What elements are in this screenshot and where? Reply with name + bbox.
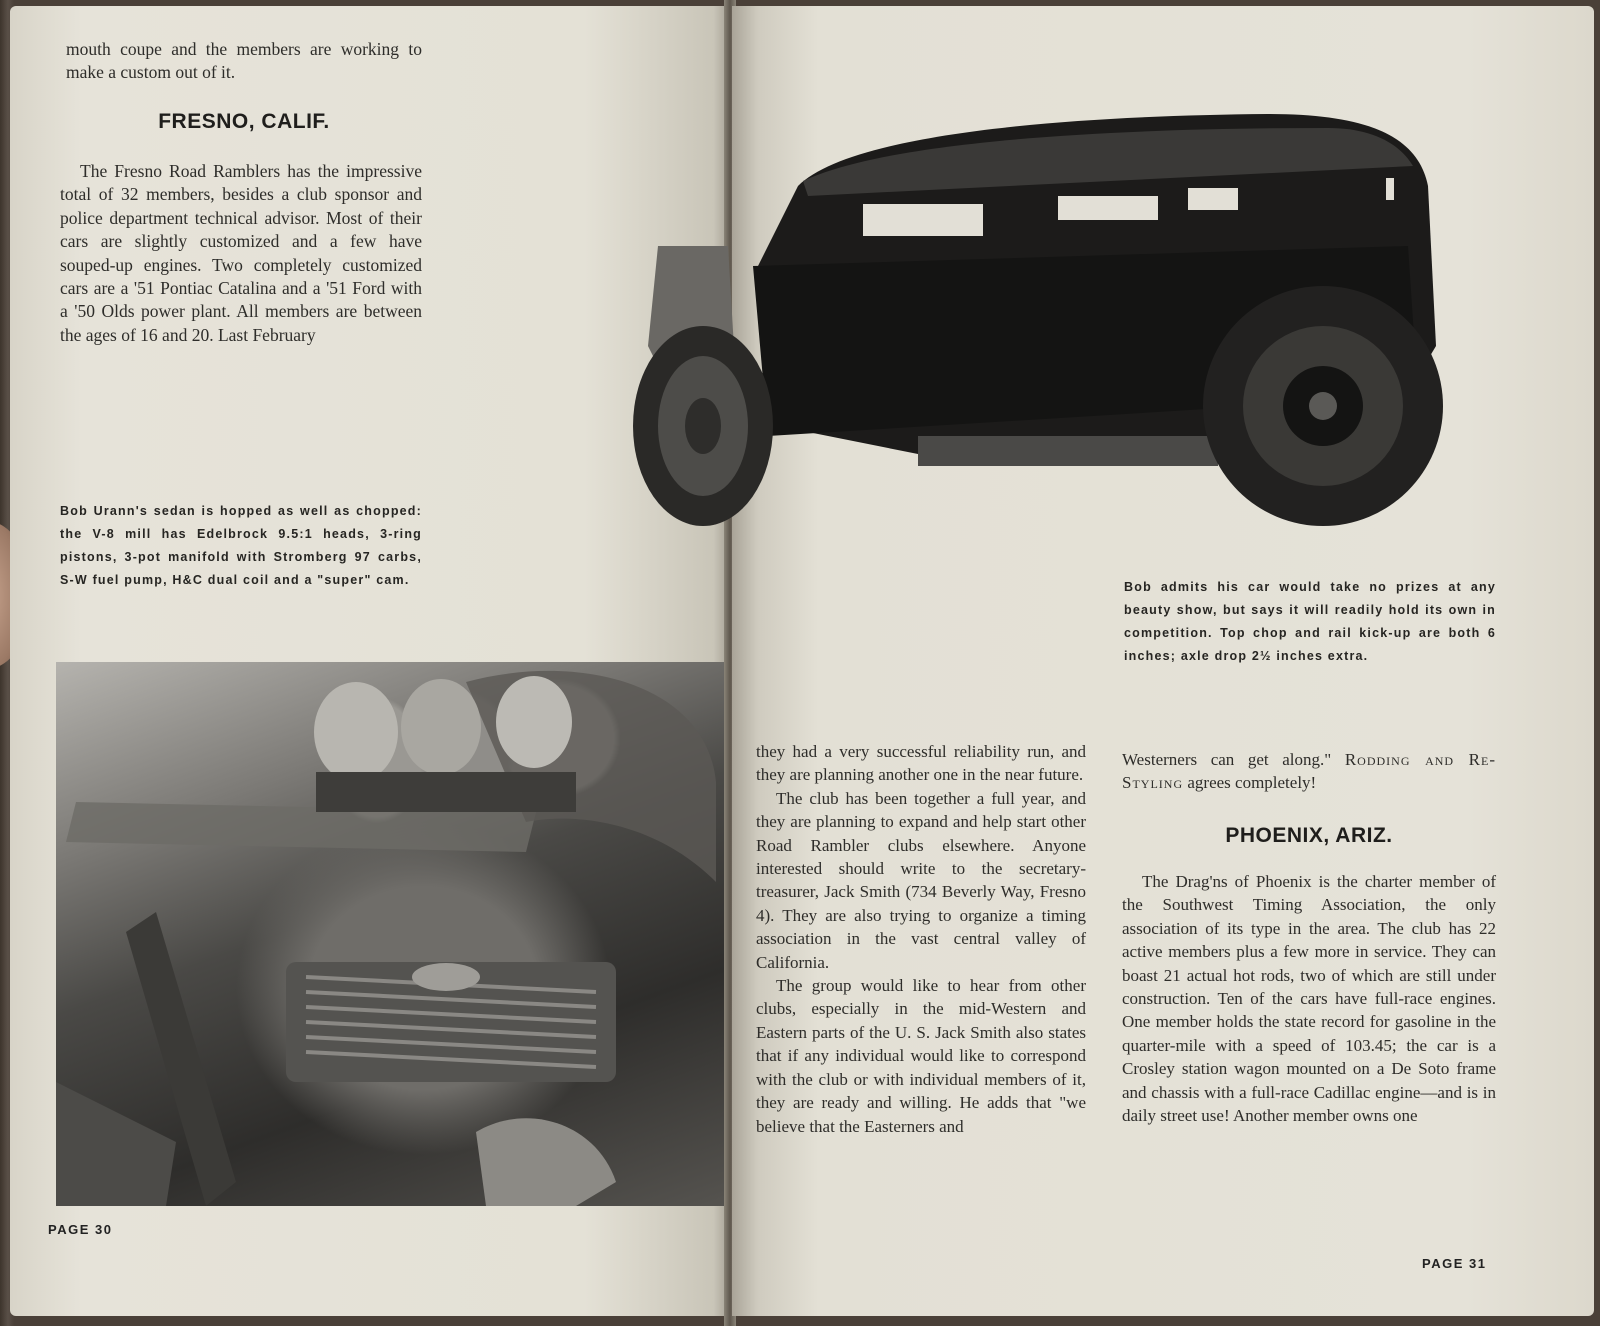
magazine-name: Rodding and Re-Styling xyxy=(1122,750,1497,793)
fresno-text-block xyxy=(60,160,422,347)
left-page xyxy=(10,6,728,1316)
continued-text: mouth coupe and the members are working to make a custom out of it. xyxy=(66,39,422,83)
column2-paragraph1-start: Westerners can get along." xyxy=(1122,750,1332,769)
column1-paragraph2: The club has been together a full year, and they are planning to expand and help start other Road Rambler clubs elsewhere. Anyone interested should write to the secretary-treasurer, Jack Smith (734 Beverly Way, Fresno 4). They are also trying to organize a timing association in the vast central valley of California. xyxy=(756,788,1086,972)
continued-text-block xyxy=(66,38,422,85)
column2-text xyxy=(1122,870,1496,1127)
column1-text xyxy=(756,740,1086,1138)
column2-intro xyxy=(1122,748,1496,795)
phoenix-paragraph: The Drag'ns of Phoenix is the charter member of the Southwest Timing Association, the only association of its type in the area. The club has 22 active members plus a few more in service. They can boast 21 actual hot rods, two of which are still under construction. Ten of the cars have full-race engines. One member holds the state record for gasoline in the quarter-mile with a speed of 103.45; the car is a Crosley station wagon mounted on a De Soto frame and chassis with a full-race Cadillac engine—and is in daily street use! Another member owns one xyxy=(1122,872,1496,1126)
engine-illustration xyxy=(56,662,724,1206)
folio-right: PAGE 31 xyxy=(1422,1256,1487,1271)
fresno-paragraph: The Fresno Road Ramblers has the impressive total of 32 members, besides a club sponsor and police department technical advisor. Most of their cars are slightly customized and a few have souped-up engines. Two completely customized cars are a '51 Pontiac Catalina and a '51 Ford with a '50 Olds power plant. All members are between the ages of 16 and 20. Last February xyxy=(60,161,422,345)
column1-paragraph3: The group would like to hear from other clubs, especially in the mid-Western and Eastern parts of the U. S. Jack Smith also states that if any individual would like to correspond with the club or with individual members of it, they are ready and willing. He adds that "we believe that the Easterners and xyxy=(756,976,1086,1136)
engine-photo xyxy=(56,662,724,1206)
column2-paragraph1-end: agrees completely! xyxy=(1187,773,1317,793)
folio-left: PAGE 30 xyxy=(48,1222,113,1237)
heading-fresno: FRESNO, CALIF. xyxy=(158,110,330,133)
engine-caption: Bob Urann's sedan is hopped as well as chopped: the V-8 mill has Edelbrock 9.5:1 heads, 3-ring pistons, 3-pot manifold with Stromberg 97 carbs, S-W fuel pump, H&C dual coil and a "super" cam. xyxy=(60,504,422,587)
column1-paragraph1: they had a very successful reliability run, and they are planning another one in the near future. xyxy=(756,742,1086,785)
column2-paragraph1 xyxy=(1122,748,1496,795)
car-caption: Bob admits his car would take no prizes at any beauty show, but says it will readily hold its own in competition. Top chop and rail kick-up are both 6 inches; axle drop 2½ inches extra. xyxy=(1124,580,1496,663)
car-photo xyxy=(628,96,1448,536)
sedan-illustration xyxy=(628,96,1448,536)
heading-phoenix: PHOENIX, ARIZ. xyxy=(1225,824,1393,847)
